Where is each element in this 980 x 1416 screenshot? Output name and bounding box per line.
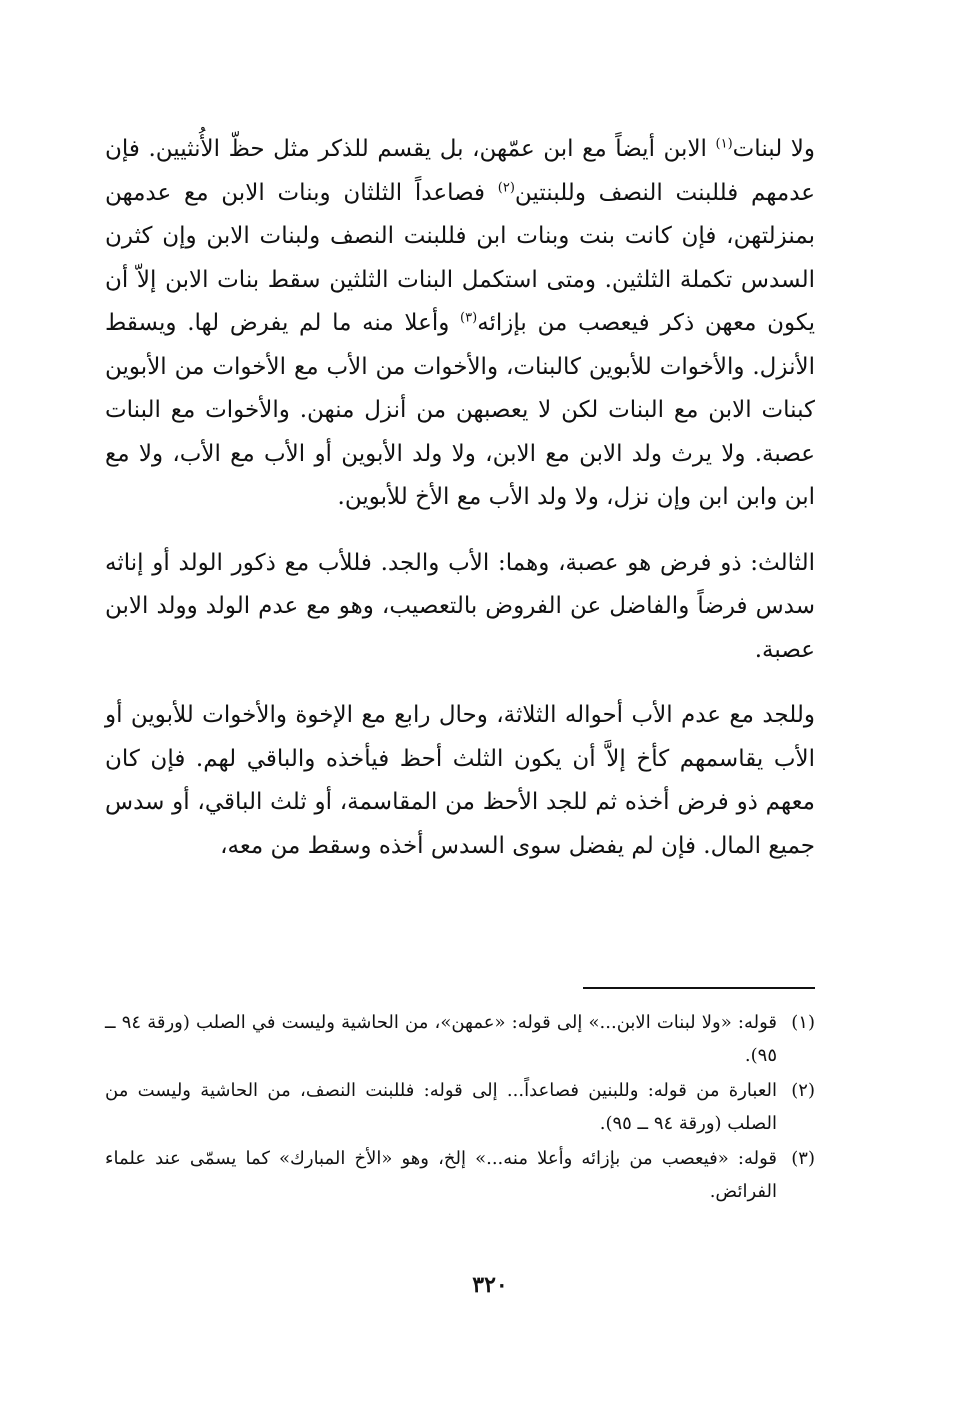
footnote-text: قوله: «ولا لبنات الابن...» إلى قوله: «عمهن»، من الحاشية وليست في الصلب (ورقة ٩٤ ــ ٩٥).	[105, 1012, 777, 1066]
footnote-text: قوله: «فيعصب من بإزائه وأعلا منه...» إلخ، وهو «الأخ المبارك» كما يسمّى عند علماء الفرائض.	[105, 1148, 777, 1202]
footnotes	[105, 1006, 815, 1210]
text-segment: فصاعداً الثلثان وبنات الابن مع عدمهن بمنزلتهن، فإن كانت بنت وبنات ابن فللبنت النصف ولبنات الابن وإن كثرن السدس تكملة الثلثين. ومتى استكمل البنات الثلثين سقط بنات الابن إلاّ أن يكون معهن ذكر فيعصب من بإزائه	[105, 179, 815, 336]
footnote-number: (١)	[791, 1012, 815, 1033]
footnote-separator	[583, 987, 815, 989]
footnote-3	[105, 1142, 815, 1208]
text-segment: الابن أيضاً مع ابن عمّهن، بل يقسم للذكر مثل حظّ الأُنثيين. فإن عدمهم فللبنت النصف وللبنتين	[105, 136, 815, 206]
footnote-ref-2: (٢)	[497, 179, 515, 195]
footnote-2	[105, 1074, 815, 1140]
footnote-number: (٣)	[791, 1148, 815, 1169]
footnote-1	[105, 1006, 815, 1072]
footnote-text: العبارة من قوله: وللبنين فصاعداً... إلى قوله: فللبنت النصف، من الحاشية وليست من الصلب (ورقة ٩٤ ــ ٩٥).	[105, 1080, 777, 1134]
footnote-number: (٢)	[791, 1080, 815, 1101]
text-segment: وأعلا منه ما لم يفرض لها. ويسقط الأنزل. والأخوات للأبوين كالبنات، والأخوات من الأب مع الأخوات من الأبوين كبنات الابن مع البنات لكن لا يعصبهن من أنزل منهن. والأخوات مع البنات عصبة. ولا يرث ولد الابن مع الابن، ولا ولد الأبوين أو الأب مع الأب، ولا مع ابن وابن ابن وإن نزل، ولا ولد الأب مع الأخ للأبوين.	[105, 310, 815, 510]
text-segment: ولا لبنات	[732, 136, 815, 162]
paragraph-3: وللجد مع عدم الأب أحواله الثلاثة، وحال رابع مع الإخوة والأخوات للأبوين أو الأب يقاسمهم كأخ إلاَّ أن يكون الثلث أحظ فيأخذه والباقي لهم. فإن كان معهم ذو فرض أخذه ثم للجد الأحظ من المقاسمة، أو ثلث الباقي، أو سدس جميع المال. فإن لم يفضل سوى السدس أخذه وسقط من معه،	[105, 702, 815, 859]
page-number: ٣٢٠	[472, 1272, 508, 1298]
main-text	[105, 128, 815, 868]
paragraph-1	[105, 128, 815, 520]
paragraph-2: الثالث: ذو فرض هو عصبة، وهما: الأب والجد. فللأب مع ذكور الولد أو إناثه سدس فرضاً والفاضل عن الفروض بالتعصيب، وهو مع عدم الولد وولد الابن عصبة.	[105, 549, 815, 663]
footnote-ref-3: (٣)	[460, 310, 478, 326]
footnote-ref-1: (١)	[715, 136, 733, 152]
